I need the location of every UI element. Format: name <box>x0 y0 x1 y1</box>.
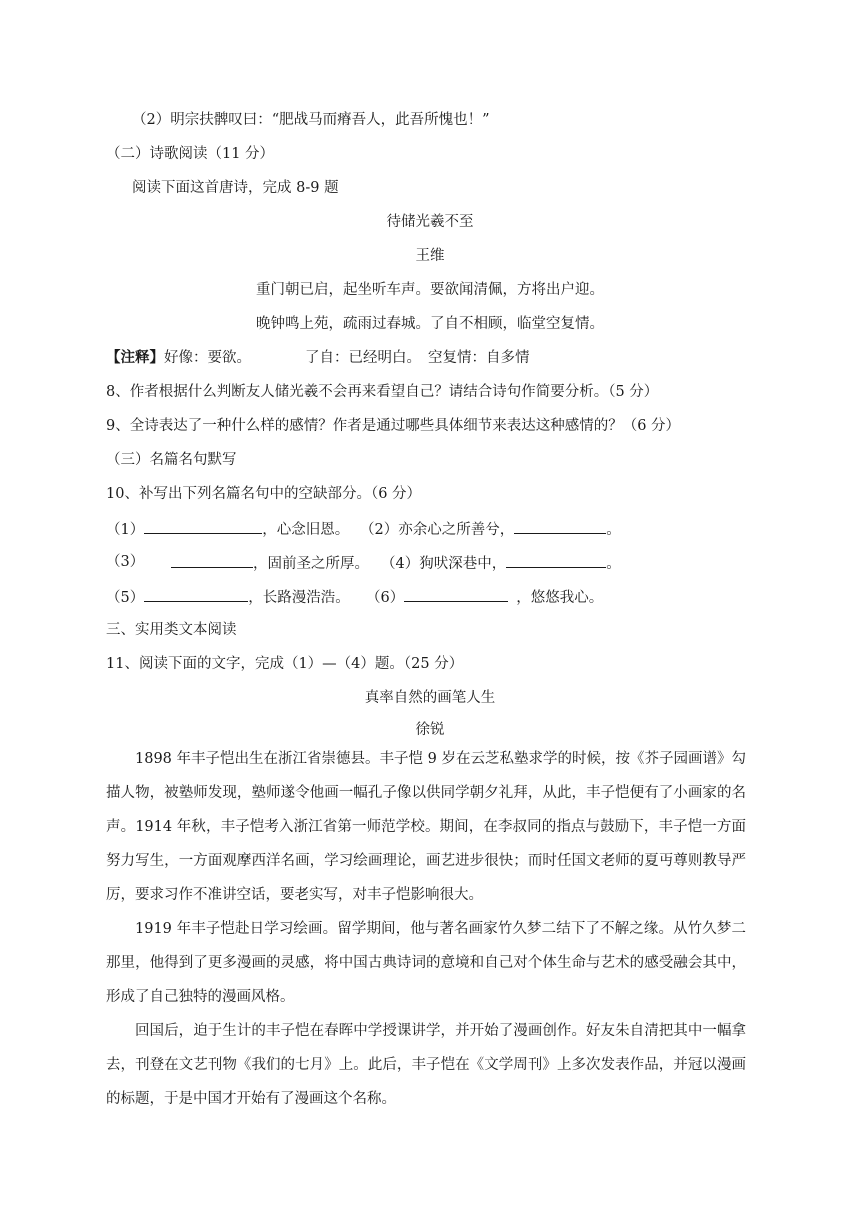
fill-5-number: （5） <box>106 590 145 606</box>
poem-line-2: 晚钟鸣上苑，疏雨过春城。了自不相顾，临堂空复情。 <box>256 316 604 332</box>
poem-line-1: 重门朝已启，起坐听车声。要欲闻清佩，方将出户迎。 <box>256 282 604 298</box>
poem-author: 王维 <box>415 248 445 264</box>
fill-2-text: （2）亦余心之所善兮， <box>360 522 515 538</box>
note-3: 空复情：自多情 <box>428 350 530 366</box>
fill-2-end: 。 <box>606 522 621 538</box>
article-author: 徐锐 <box>415 722 445 738</box>
section-poetry-heading: （二）诗歌阅读（11 分） <box>106 146 275 162</box>
fill-1-text: ，心念旧恩。 <box>262 522 350 538</box>
fill-1-blank <box>144 518 262 534</box>
fill-item-5 <box>106 586 350 608</box>
fill-item-3 <box>171 552 369 574</box>
fill-4-blank <box>506 552 606 568</box>
section-dictation-heading: （三）名篇名句默写 <box>106 452 237 468</box>
fill-5-blank <box>144 586 248 602</box>
question-8: 8、作者根据什么判断友人储光羲不会再来看望自己？请结合诗句作简要分析。（5 分） <box>106 384 659 400</box>
fill-4-end: 。 <box>606 556 621 572</box>
poetry-instruction: 阅读下面这首唐诗，完成 8-9 题 <box>132 180 339 196</box>
fill-4-text: （4）狗吠深巷中， <box>381 556 507 572</box>
article-paragraph-1: 1898 年丰子恺出生在浙江省崇德县。丰子恺 9 岁在云芝私塾求学的时候，按《芥子园画谱》勾描人物，被塾师发现，塾师遂令他画一幅孔子像以供同学朝夕礼拜，从此，丰子恺便有了小画家的名声。1914 年秋，丰子恺考入浙江省第一师范学校。期间，在李叔同的指点与鼓励下，丰子恺一方面努力写生，一方面观摩西洋名画，学习绘画理论，画艺进步很快；而时任国文老师的夏丏尊则教导严厉，要求习作不准讲空话，要老实写，对丰子恺影响很大。 <box>106 751 746 903</box>
question-11: 11、阅读下面的文字，完成（1）—（4）题。（25 分） <box>106 656 464 672</box>
fill-3-text: ，固前圣之所厚。 <box>253 556 369 572</box>
part-3-heading: 三、实用类文本阅读 <box>106 622 237 638</box>
fill-6-text: ，悠悠我心。 <box>516 590 604 606</box>
fill-1-number: （1） <box>106 522 145 538</box>
fill-2-blank <box>514 518 606 534</box>
fill-6-number: （6） <box>366 590 405 606</box>
poem-title: 待储光羲不至 <box>386 214 474 230</box>
article-paragraph-3: 回国后，迫于生计的丰子恺在春晖中学授课讲学，并开始了漫画创作。好友朱自清把其中一幅拿去，刊登在文艺刊物《我们的七月》上。此后，丰子恺在《文学周刊》上多次发表作品，并冠以漫画的标题，于是中国才开始有了漫画这个名称。 <box>106 1023 746 1107</box>
fill-item-1 <box>106 518 349 540</box>
poem-notes <box>106 348 251 368</box>
notes-label: 【注释】 <box>106 349 164 366</box>
article-title: 真率自然的画笔人生 <box>364 690 496 706</box>
fill-3-blank <box>171 552 253 568</box>
fill-item-2 <box>360 518 621 540</box>
question-10: 10、补写出下列名篇名句中的空缺部分。（6 分） <box>106 486 422 502</box>
article-paragraph-2: 1919 年丰子恺赴日学习绘画。留学期间，他与著名画家竹久梦二结下了不解之缘。从竹久梦二那里，他得到了更多漫画的灵感，将中国古典诗词的意境和自己对个体生命与艺术的感受融会其中，形成了自己独特的漫画风格。 <box>106 921 746 1005</box>
note-1: 好像：要欲。 <box>164 350 251 366</box>
fill-5-text: ，长路漫浩浩。 <box>248 590 350 606</box>
question-9: 9、全诗表达了一种什么样的感情？作者是通过哪些具体细节来表达这种感情的？（6 分） <box>106 418 681 434</box>
fill-3-number: （3） <box>106 554 145 570</box>
question-7-2-text: （2）明宗扶髀叹曰：“肥战马而瘠吾人，此吾所愧也！” <box>132 112 490 128</box>
note-2: 了自：已经明白。 <box>305 350 421 366</box>
fill-6-blank <box>404 586 508 602</box>
fill-item-4 <box>381 552 621 574</box>
fill-item-6 <box>366 586 603 608</box>
